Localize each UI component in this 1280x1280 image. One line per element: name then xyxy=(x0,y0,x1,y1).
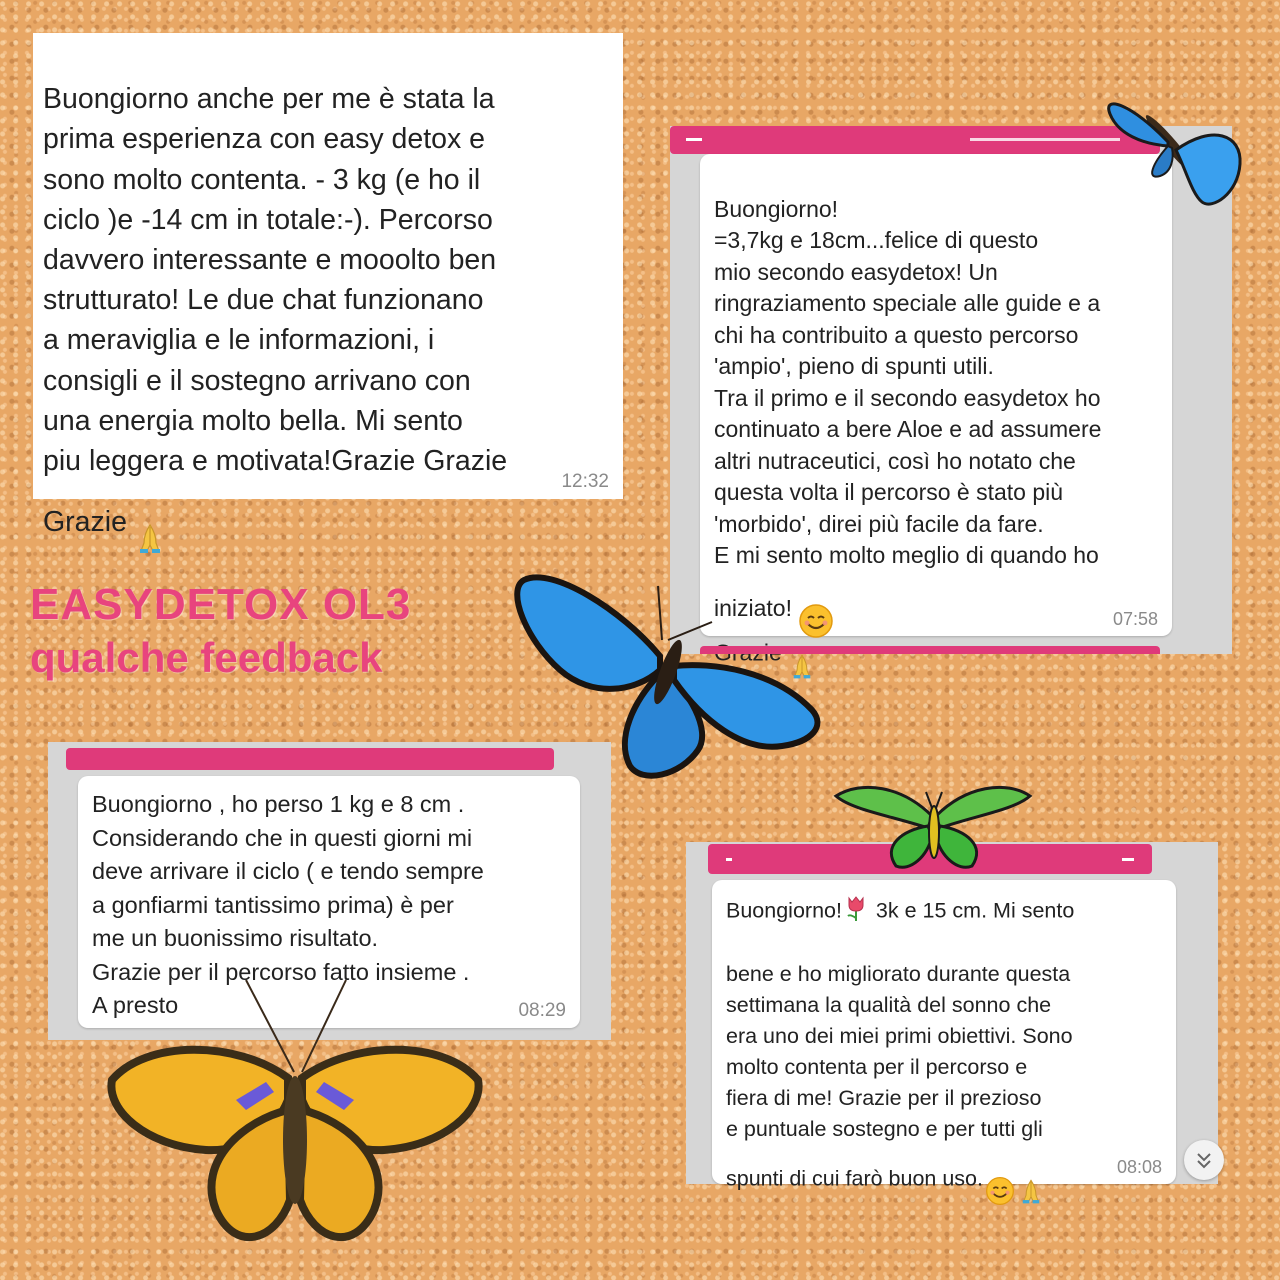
message-time: 08:08 xyxy=(1116,1157,1162,1177)
message-time: 12:32 xyxy=(561,471,609,492)
page-title: EASYDETOX OL3 xyxy=(30,580,412,629)
message-text: Buongiorno , ho perso 1 kg e 8 cm . Considerando che in questi giorni mi deve arrivare il ciclo ( e tendo sempre a gonfiarmi tantissimo prima) è per me un buonissimo risultato. Grazie per il percorso fatto insieme . A presto xyxy=(92,791,484,1018)
message-card-4 xyxy=(686,842,1218,1191)
message-intro-rest: 3k e 15 cm. Mi sento xyxy=(869,898,1075,923)
contact-bar xyxy=(66,748,554,770)
blue-butterfly-large-icon xyxy=(512,570,824,791)
message-text xyxy=(43,39,507,567)
contact-bar xyxy=(670,126,1160,154)
folded-hands-icon xyxy=(1017,1145,1045,1215)
message-body: Buongiorno! =3,7kg e 18cm...felice di questo mio secondo easydetox! Un ringraziamento speciale alle guide e a chi ha contribuito a questo percorso 'ampio', pieno di spunti utili. Tra il primo e il secondo easydetox ho continuato a bere Aloe e ad assumere altri nutraceutici, così ho notato che questa volta il percorso è stato più 'morbido', direi più facile da fare. E mi sento molto meglio di quando ho iniziato! xyxy=(714,195,1102,621)
message-intro: Buongiorno! xyxy=(726,898,842,923)
message-text xyxy=(726,928,1073,1215)
blue-butterfly-small-icon xyxy=(1102,84,1248,221)
folded-hands-icon xyxy=(133,481,167,566)
message-time: 08:29 xyxy=(518,1000,566,1021)
message-body: Buongiorno anche per me è stata la prima esperienza con easy detox e sono molto contenta. - 3 kg (e ho il ciclo )e -14 cm in totale:-). Percorso davvero interessante e mooolto ben strutturato! Le due chat funzionano a meraviglia e le informazioni, i consigli e il sostegno arrivano con una energia molto bella. Mi sento piu leggera e motivata!Grazie Grazie Grazie xyxy=(43,83,508,539)
green-butterfly-icon xyxy=(832,776,1034,881)
double-chevron-down-icon[interactable] xyxy=(1184,1140,1224,1180)
page-subtitle: qualche feedback xyxy=(30,634,383,681)
message-time: 07:58 xyxy=(1112,609,1158,629)
smiling-face-icon xyxy=(985,1145,1015,1215)
yellow-butterfly-icon xyxy=(106,970,484,1265)
message-body: bene e ho migliorato durante questa settimana la qualità del sonno che era uno dei miei primi obiettivi. Sono molto contenta per il percorso e fiera di me! Grazie per il prezioso e puntuale sostegno e per tutti gli spunti di cui farò buon uso. xyxy=(726,962,1073,1191)
tulip-icon xyxy=(844,894,868,930)
message-card-1 xyxy=(33,33,623,539)
message-intro-line xyxy=(726,894,1074,930)
message-bubble xyxy=(712,880,1176,1191)
message-bubble xyxy=(700,154,1172,636)
